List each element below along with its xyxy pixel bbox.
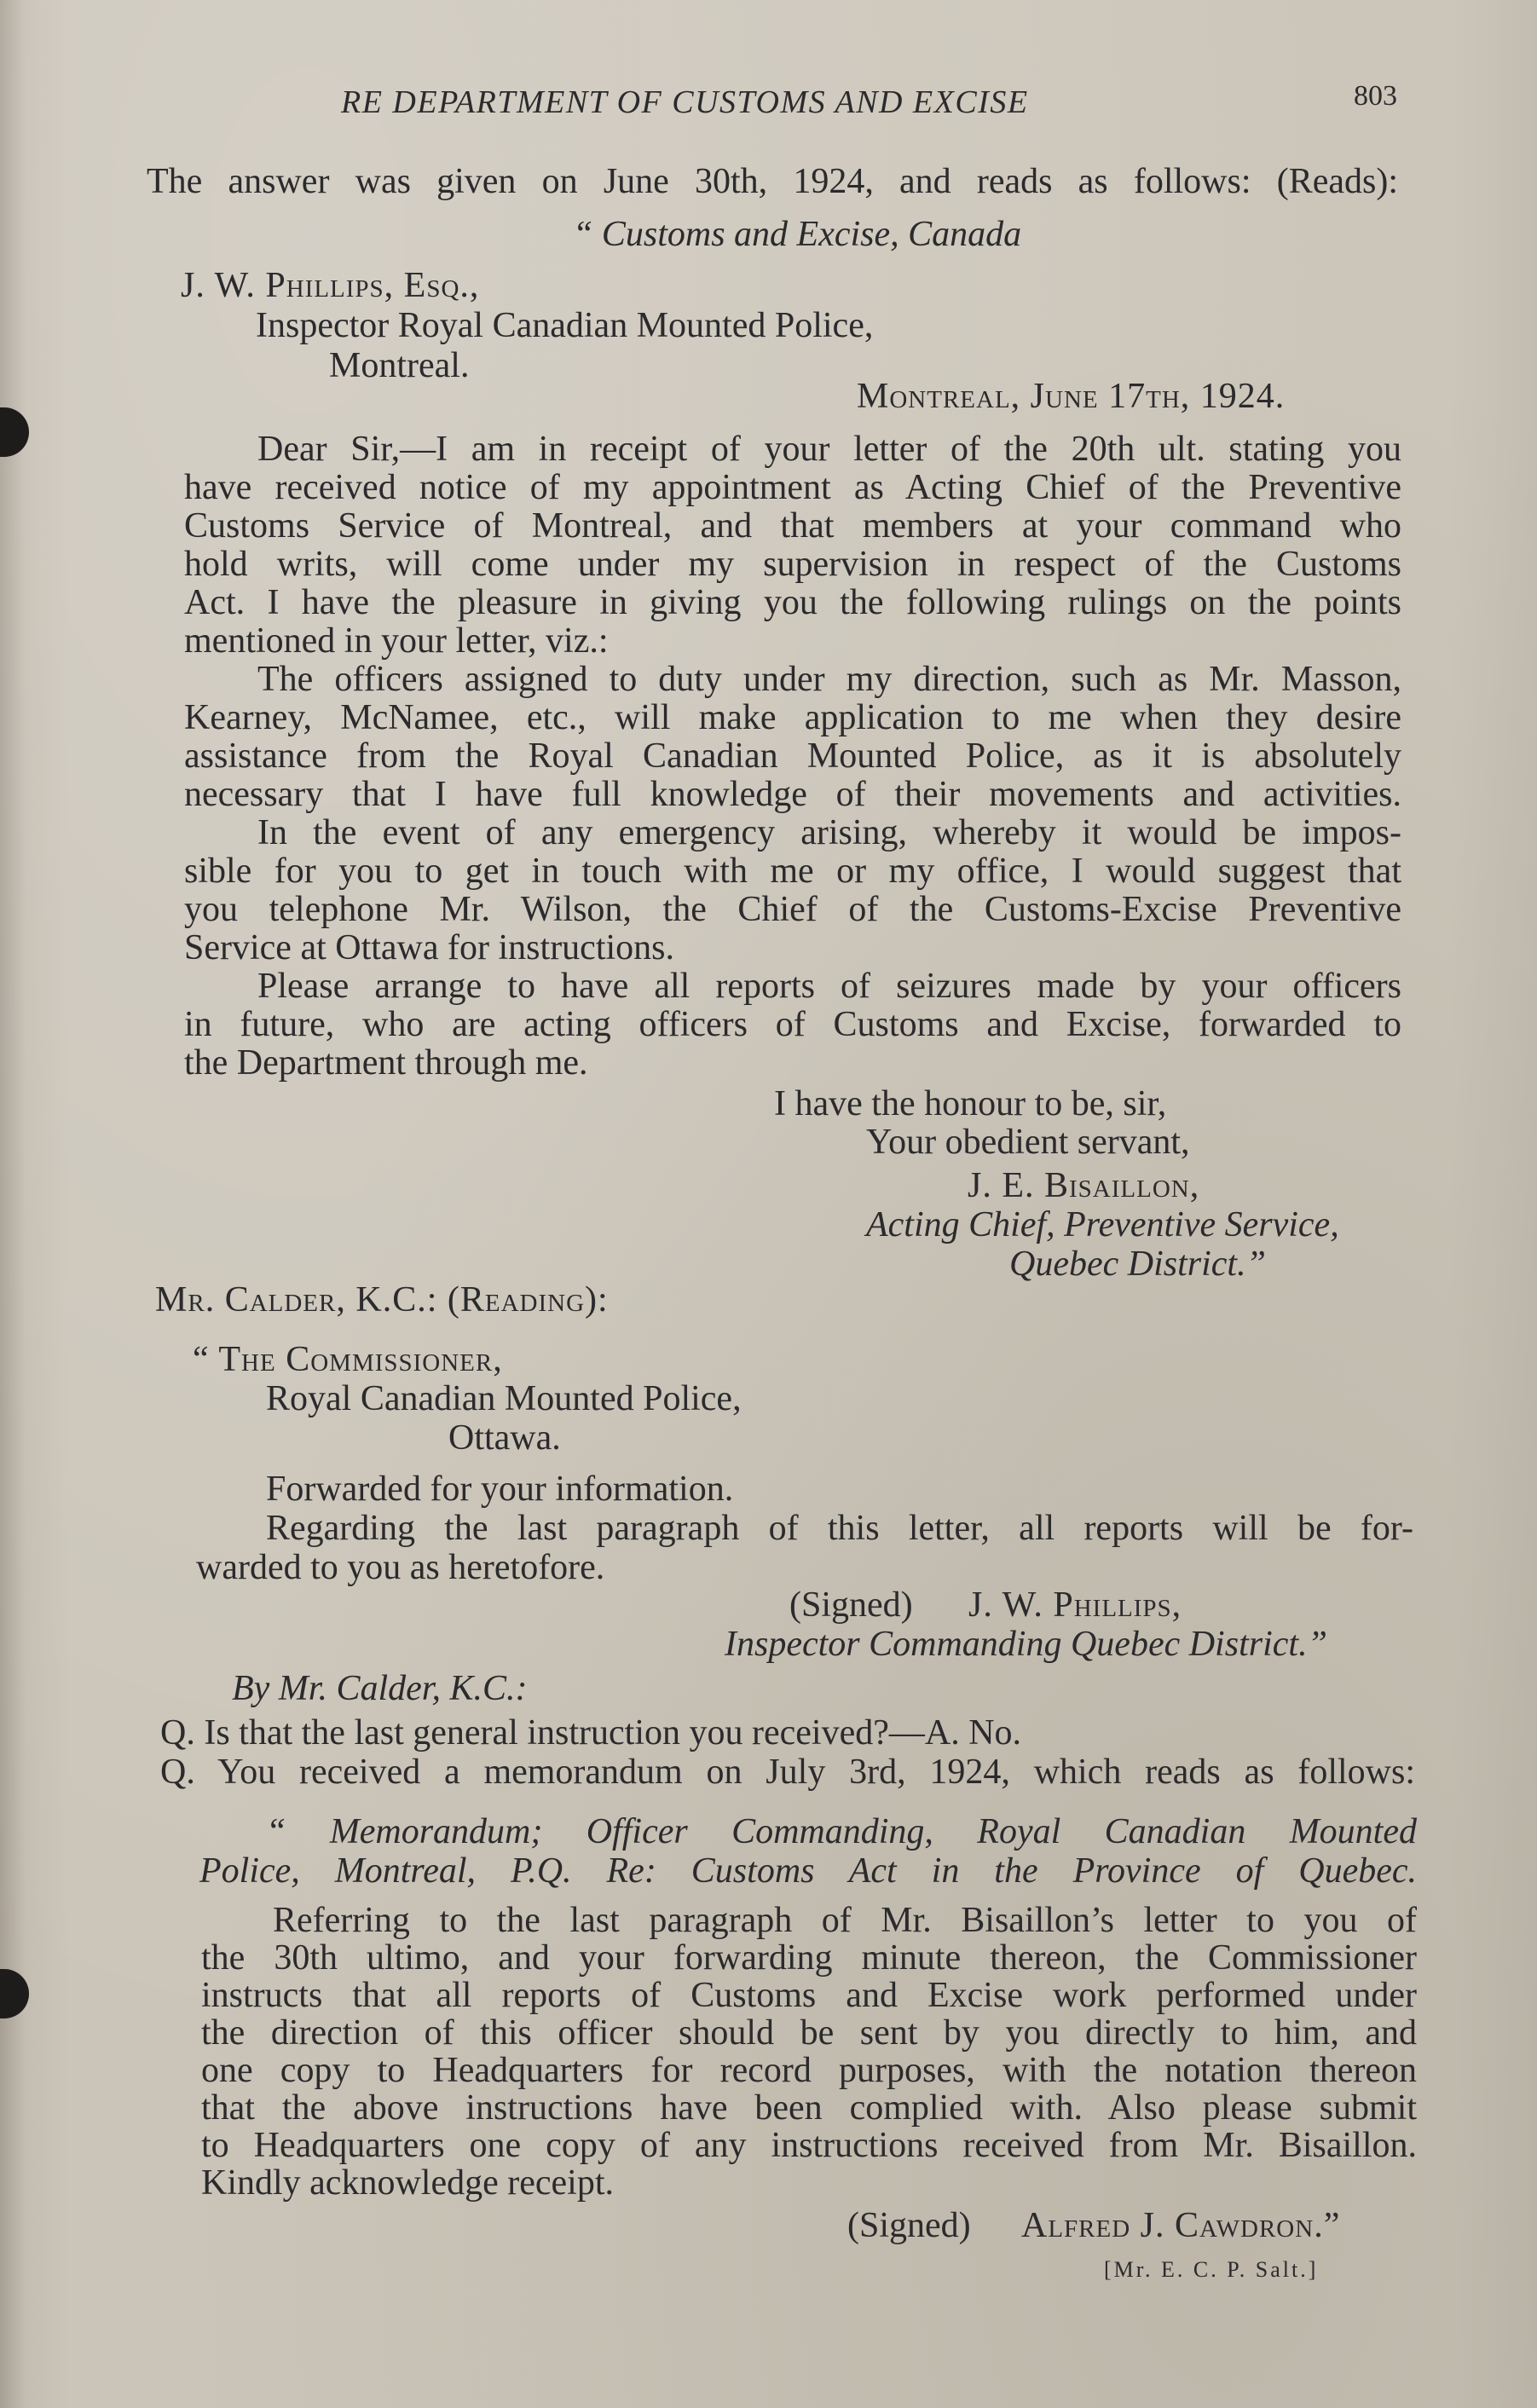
letter1-signer-title: Acting Chief, Preventive Service, [866, 1205, 1339, 1244]
memorandum-signed-label: (Signed) [847, 2206, 971, 2245]
letter2-body-line: warded to you as heretofore. [196, 1548, 605, 1587]
letter1-body-line: mentioned in your letter, viz.: [184, 621, 609, 661]
letter1-closing: I have the honour to be, sir, [774, 1084, 1167, 1123]
page-number: 803 [1354, 80, 1397, 112]
letter1-body-line: Service at Ottawa for instructions. [184, 928, 674, 967]
letter2-signed-label: (Signed) [789, 1585, 913, 1625]
letter1-body-line: assistance from the Royal Canadian Mounted Police, as it is absolutely [184, 736, 1401, 776]
letter1-body-line: have received notice of my appointment as Acting Chief of the Preventive [184, 468, 1401, 507]
examination-by-line: By Mr. Calder, K.C.: [232, 1669, 528, 1708]
letter1-body-line: The officers assigned to duty under my direction, such as Mr. Masson, [257, 660, 1401, 699]
letter1-body-line: Dear Sir,—I am in receipt of your letter of the 20th ult. stating you [257, 430, 1401, 469]
letter1-office-heading: “ Customs and Excise, Canada [573, 215, 1022, 254]
footer-credit: [Mr. E. C. P. Salt.] [1104, 2257, 1319, 2282]
memorandum-body-line: Referring to the last paragraph of Mr. Bisaillon’s letter to you of [273, 1901, 1417, 1940]
letter1-signer-name: J. E. Bisaillon, [968, 1166, 1200, 1205]
letter1-addressee-name: J. W. Phillips, Esq., [181, 266, 480, 305]
letter2-body-line: Regarding the last paragraph of this letter, all reports will be for- [266, 1509, 1413, 1548]
memorandum-body-line: Kindly acknowledge receipt. [201, 2163, 614, 2203]
memorandum-body-line: the 30th ultimo, and your forwarding minute thereon, the Commissioner [201, 1938, 1417, 1978]
letter1-date-line: Montreal, June 17th, 1924. [857, 377, 1286, 416]
letter1-addressee-city: Montreal. [329, 346, 470, 385]
letter2-addressee-title: Royal Canadian Mounted Police, [266, 1379, 742, 1418]
letter1-body-line: In the event of any emergency arising, whereby it would be impos- [257, 813, 1401, 852]
letter1-body-line: Please arrange to have all reports of seizures made by your officers [257, 967, 1401, 1006]
memorandum-heading-line: “ Memorandum; Officer Commanding, Royal Canadian Mounted [266, 1812, 1417, 1851]
letter1-body-line: Customs Service of Montreal, and that members at your command who [184, 506, 1401, 546]
running-head: RE DEPARTMENT OF CUSTOMS AND EXCISE [341, 84, 1029, 120]
letter1-body-line: the Department through me. [184, 1043, 588, 1083]
letter1-body-line: you telephone Mr. Wilson, the Chief of the Customs-Excise Preventive [184, 890, 1401, 929]
reading-intro: Mr. Calder, K.C.: (Reading): [155, 1280, 609, 1319]
letter1-body-line: sible for you to get in touch with me or my office, I would suggest that [184, 852, 1401, 891]
letter1-body-line: necessary that I have full knowledge of their movements and activities. [184, 775, 1401, 814]
memorandum-body-line: that the above instructions have been complied with. Also please submit [201, 2088, 1417, 2128]
letter2-signer-name: J. W. Phillips, [968, 1585, 1182, 1625]
letter1-closing: Your obedient servant, [866, 1123, 1190, 1162]
memorandum-signer-name: Alfred J. Cawdron.” [1021, 2206, 1341, 2245]
examination-question: Q. Is that the last general instruction you received?—A. No. [160, 1713, 1022, 1753]
letter1-body-line: in future, who are acting officers of Customs and Excise, forwarded to [184, 1005, 1401, 1044]
letter2-body-line: Forwarded for your information. [266, 1470, 734, 1509]
intro-line: The answer was given on June 30th, 1924, and reads as follows: (Reads): [147, 162, 1398, 201]
memorandum-body-line: the direction of this officer should be sent by you directly to him, and [201, 2013, 1417, 2053]
binding-hole [0, 407, 29, 457]
letter1-addressee-title: Inspector Royal Canadian Mounted Police, [256, 306, 874, 345]
memorandum-body-line: instructs that all reports of Customs and Excise work performed under [201, 1976, 1417, 2015]
memorandum-body-line: one copy to Headquarters for record purposes, with the notation thereon [201, 2051, 1417, 2090]
memorandum-heading-line: Police, Montreal, P.Q. Re: Customs Act in the Province of Quebec. [199, 1851, 1417, 1891]
letter1-body-line: Kearney, McNamee, etc., will make application to me when they desire [184, 698, 1401, 737]
examination-question: Q. You received a memorandum on July 3rd, 1924, which reads as follows: [160, 1753, 1415, 1792]
memorandum-body-line: to Headquarters one copy of any instructions received from Mr. Bisaillon. [201, 2126, 1417, 2165]
letter2-signer-title: Inspector Commanding Quebec District.” [725, 1625, 1327, 1664]
binding-hole [0, 1969, 29, 2018]
letter1-body-line: hold writs, will come under my supervision in respect of the Customs [184, 545, 1401, 584]
letter2-addressee-city: Ottawa. [448, 1418, 561, 1458]
letter1-body-line: Act. I have the pleasure in giving you the following rulings on the points [184, 583, 1401, 622]
letter1-signer-district: Quebec District.” [1009, 1244, 1266, 1284]
letter2-addressee-name: “ The Commissioner, [193, 1340, 503, 1379]
